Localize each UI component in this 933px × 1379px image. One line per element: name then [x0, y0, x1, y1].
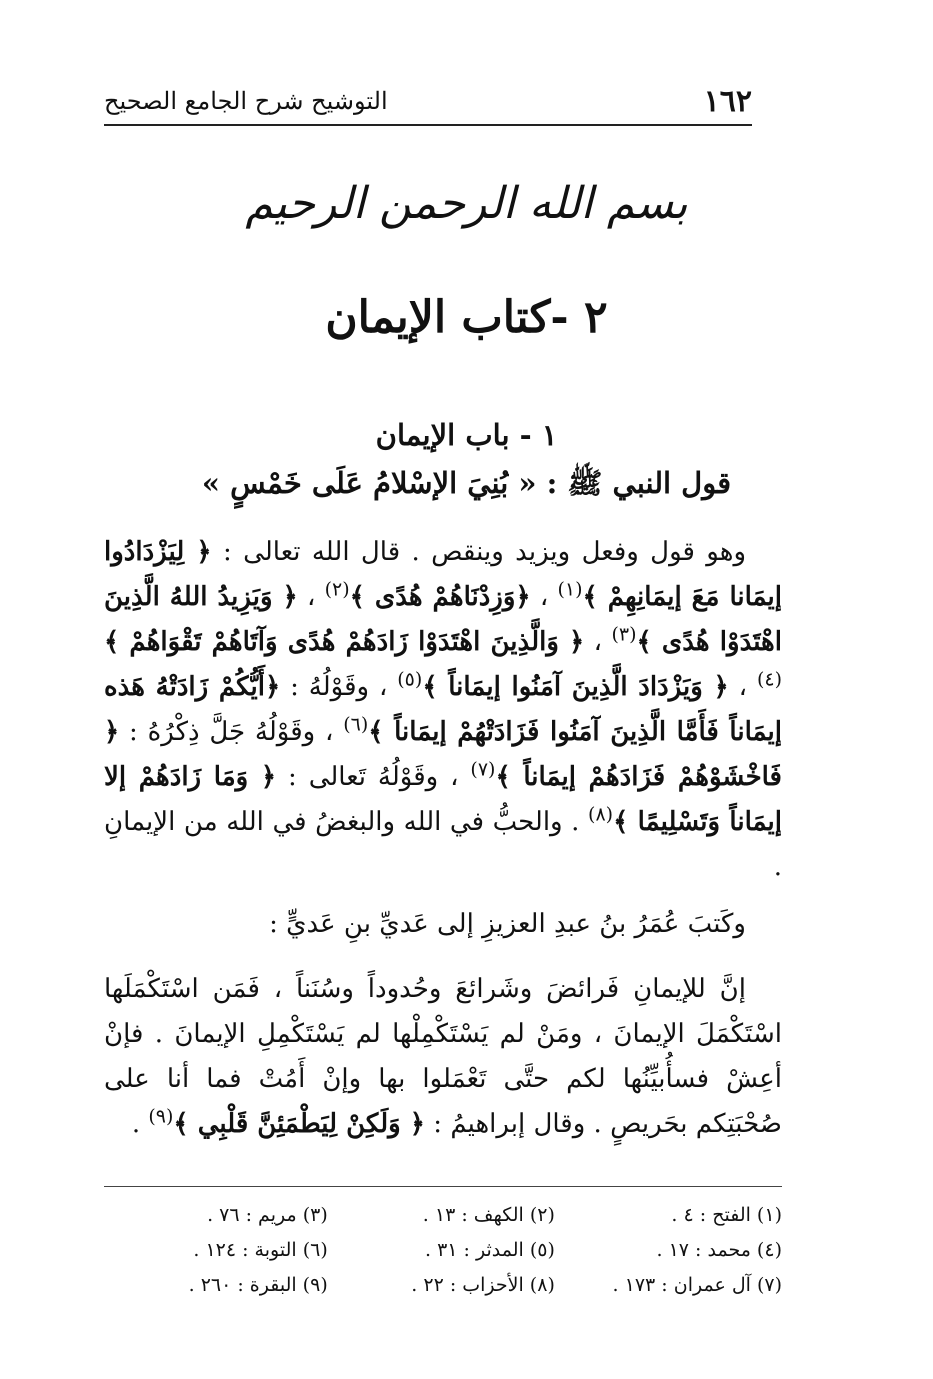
quran-verse: ﴿ وَلَكِنْ لِيَطْمَئِنَّ قَلْبِي ﴾ [173, 1109, 426, 1139]
footnote-ref: (١) [557, 578, 583, 601]
footnotes [104, 1186, 782, 1302]
footnote-ref: (٣) [611, 623, 637, 646]
footnote-item: (٦) التوبة : ١٢٤ . [193, 1238, 328, 1261]
text-run: وكَتبَ عُمَرُ بنُ عبدِ العزيزِ إلى عَديِّ بنِ عَديٍّ : [269, 909, 746, 939]
page-header [104, 78, 752, 126]
paragraph [104, 967, 782, 1147]
quran-verse: ﴿ فَاخْشَوْهُمْ فَزَادَهُمْ إيمَاناً ﴾ [104, 717, 782, 792]
footnote-ref: (٩) [148, 1105, 174, 1128]
text-run: ، وقَوْلُهُ تَعالى : [276, 762, 471, 792]
body-text [104, 530, 782, 1147]
footnote-item: (٧) آل عمران : ١٧٣ . [612, 1273, 782, 1296]
footnote-ref: (٤) [756, 668, 782, 691]
paragraph [104, 530, 782, 890]
text-run: . والحبُّ في الله والبغضُ في الله من الإيمانِ . [104, 807, 782, 882]
footnote-row [104, 1197, 782, 1232]
text-run: ، وقَوْلُهُ : [280, 672, 398, 702]
chapter-subtitle: قول النبي ﷺ : « بُنِيَ الإسْلامُ عَلَى خَمْسٍ » [201, 466, 732, 500]
footnote-item: (١) الفتح : ٤ . [671, 1203, 782, 1226]
text-run: . [131, 1109, 149, 1139]
text-run: ، [728, 672, 757, 702]
footnote-item: (٥) المدثر : ٣١ . [424, 1238, 555, 1261]
quran-verse: ﴿وَزِدْنَاهُمْ هُدًى ﴾ [349, 582, 531, 612]
text-run: وهو قول وفعل ويزيد وينقص . قال الله تعالى : [211, 537, 746, 567]
footnote-item: (٤) محمد : ١٧ . [656, 1238, 782, 1261]
quran-verse: ﴿ لِيَزْدَادُوا إيمَانا مَعَ إيمَانِهِمْ ﴾ [104, 537, 783, 612]
footnote-item: (٢) الكهف : ١٣ . [422, 1203, 555, 1226]
footnote-row [104, 1232, 782, 1267]
quran-verse: ﴿ وَمَا زَادَهُمْ إلا إيمَاناً وَتَسْلِيمًا ﴾ [104, 762, 782, 837]
footnote-item: (٨) الأحزاب : ٢٢ . [411, 1273, 555, 1296]
text-run: ، [530, 582, 558, 612]
quran-verse: ﴿ وَيَزْدَادَ الَّذِينَ آمَنُوا إيمَاناً ﴾ [422, 672, 729, 702]
footnote-ref: (٥) [397, 668, 423, 691]
chapter-title: ١ - باب الإيمان [375, 418, 558, 452]
footnote-ref: (٧) [470, 758, 496, 781]
paragraph [104, 902, 782, 947]
quran-verse: ﴿أَيُّكُمْ زَادَتْهُ هَذه إيمَاناً فَأَمَّا الَّذِينَ آمَنُوا فَزَادَتْهُمْ إيمَاناً ﴾ [104, 672, 783, 747]
text-run: ، [584, 627, 612, 657]
running-title: التوشيح شرح الجامع الصحيح [104, 87, 388, 115]
book-title: ٢ -كتاب الإيمان [325, 292, 608, 343]
text-run: ، وقَوْلُهُ جَلَّ ذِكْرُهُ : [119, 717, 344, 747]
page-number: ١٦٢ [703, 83, 752, 119]
text-run: ، [297, 582, 325, 612]
footnote-row [104, 1267, 782, 1302]
footnote-item: (٣) مريم : ٧٦ . [207, 1203, 328, 1226]
text-run: إنَّ للإيمانِ فَرائضَ وشَرائعَ وحُدوداً وسُنَناً ، فَمَن اسْتَكْمَلَها اسْتَكْمَلَ الإيمانَ ، ومَنْ لم يَسْتَكْمِلْها لم يَسْتَكْمِلِ الإيمانَ . فإنْ أعِشْ فسأُبيِّنُها لكم حتَّى تَعْمَلوا بها وإنْ أَمُتْ فما أنا على صُحْبَتِكم بحَريصٍ . وقال إبراهيمُ : [104, 974, 782, 1139]
footnote-item: (٩) البقرة : ٢٦٠ . [188, 1273, 328, 1296]
footnote-ref: (٦) [343, 713, 369, 736]
footnote-ref: (٢) [324, 578, 350, 601]
footnote-ref: (٨) [588, 803, 614, 826]
quran-verse: ﴿ وَالَّذِينَ اهْتَدَوْا زَادَهُمْ هُدًى وَآتَاهُمْ تَقْوَاهُمْ ﴾ [104, 627, 585, 657]
quran-verse: ﴿ وَيَزِيدُ اللهُ الَّذِينَ اهْتَدَوْا هُدًى ﴾ [104, 582, 782, 657]
basmala: بسم الله الرحمن الرحيم [245, 178, 688, 229]
